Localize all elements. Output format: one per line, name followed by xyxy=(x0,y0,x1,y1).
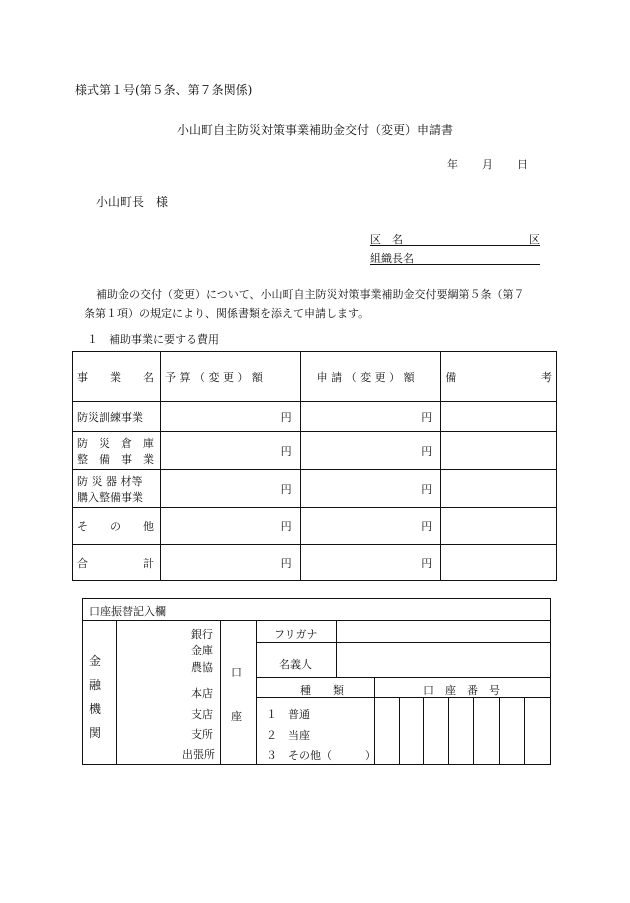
table-row-total xyxy=(73,545,557,581)
district-field[interactable] xyxy=(370,231,540,246)
type-nokyo: 農協 xyxy=(191,661,213,674)
cost-table-header xyxy=(73,352,557,402)
remarks-cell[interactable] xyxy=(441,432,557,470)
bank-title: 口座振替記入欄 xyxy=(89,605,166,618)
budget-total-cell[interactable]: 円 xyxy=(160,545,300,581)
request-cell[interactable]: 円 xyxy=(300,508,441,545)
header-request: 申 請 （ 変 更 ） 額 xyxy=(300,352,441,402)
kind-other[interactable]: ３ その他（ ） xyxy=(266,749,376,762)
table-row xyxy=(73,402,557,432)
row-name-line2: 整 備 事 業 xyxy=(77,452,154,466)
row-name xyxy=(73,470,161,508)
kind-header: 種 類 xyxy=(300,684,344,697)
bank-title-row xyxy=(83,599,550,621)
branch-office: 出張所 xyxy=(182,748,215,761)
body-line-1: 補助金の交付（変更）について、小山町自主防災対策事業補助金交付要綱第５条（第７ xyxy=(96,288,525,301)
header-remarks-1: 備 xyxy=(445,370,457,384)
request-cell[interactable]: 円 xyxy=(300,432,441,470)
leader-field[interactable] xyxy=(370,250,540,265)
form-number: 様式第１号(第５条、第７条関係) xyxy=(75,83,253,97)
furigana-label: フリガナ xyxy=(274,628,318,641)
header-project-name: 事 業 名 xyxy=(73,352,161,402)
cost-table xyxy=(72,351,557,581)
budget-cell[interactable]: 円 xyxy=(160,470,300,508)
row-name-line2: 購入整備事業 xyxy=(77,490,143,504)
account-label: 口座 xyxy=(231,666,242,723)
request-total-cell[interactable]: 円 xyxy=(300,545,441,581)
leader-label: 組織長名 xyxy=(370,252,414,265)
institution-label: 金融機関 xyxy=(89,654,102,740)
row-name xyxy=(73,432,161,470)
budget-cell[interactable]: 円 xyxy=(160,508,300,545)
section-cost-heading: １ 補助事業に要する費用 xyxy=(87,333,219,346)
row-name: 防災訓練事業 xyxy=(73,402,161,432)
budget-cell[interactable]: 円 xyxy=(160,402,300,432)
date-month: 月 xyxy=(482,158,493,171)
account-number-input[interactable] xyxy=(375,698,549,763)
row-name: そ の 他 xyxy=(73,508,161,545)
row-name-line1: 防 災 倉 庫 xyxy=(77,436,154,450)
branch-sub: 支所 xyxy=(191,728,213,741)
row-name-line1: 防 災 器 材等 xyxy=(77,474,143,488)
district-suffix: 区 xyxy=(529,233,540,246)
branch-main: 本店 xyxy=(191,687,213,700)
remarks-cell[interactable] xyxy=(441,402,557,432)
district-label: 区 名 xyxy=(370,233,403,246)
remarks-cell[interactable] xyxy=(441,508,557,545)
header-budget: 予 算 （ 変 更 ） 額 xyxy=(160,352,300,402)
furigana-input[interactable] xyxy=(337,621,549,641)
remarks-cell[interactable] xyxy=(441,545,557,581)
kind-current[interactable]: ２ 当座 xyxy=(266,729,310,742)
date-year: 年 xyxy=(447,158,458,171)
remarks-cell[interactable] xyxy=(441,470,557,508)
header-remarks xyxy=(441,352,557,402)
holder-label: 名義人 xyxy=(279,658,312,671)
date-day: 日 xyxy=(517,158,528,171)
kind-ordinary[interactable]: １ 普通 xyxy=(266,708,310,721)
holder-input[interactable] xyxy=(337,643,549,676)
table-row xyxy=(73,508,557,545)
budget-cell[interactable]: 円 xyxy=(160,432,300,470)
table-row xyxy=(73,432,557,470)
request-cell[interactable]: 円 xyxy=(300,470,441,508)
account-number-header: 口 座 番 号 xyxy=(423,684,500,697)
type-shinkin: 金庫 xyxy=(191,644,213,657)
header-remarks-2: 考 xyxy=(541,370,552,384)
request-cell[interactable]: 円 xyxy=(300,402,441,432)
table-row xyxy=(73,470,557,508)
type-bank: 銀行 xyxy=(191,628,213,641)
body-line-2: 条第１項）の規定により、関係書類を添えて申請します。 xyxy=(84,307,370,320)
row-name: 合 計 xyxy=(73,545,161,581)
document-title: 小山町自主防災対策事業補助金交付（変更）申請書 xyxy=(177,123,454,137)
addressee: 小山町長 様 xyxy=(96,195,169,209)
branch-branch: 支店 xyxy=(191,708,213,721)
bank-transfer-box xyxy=(82,598,551,765)
